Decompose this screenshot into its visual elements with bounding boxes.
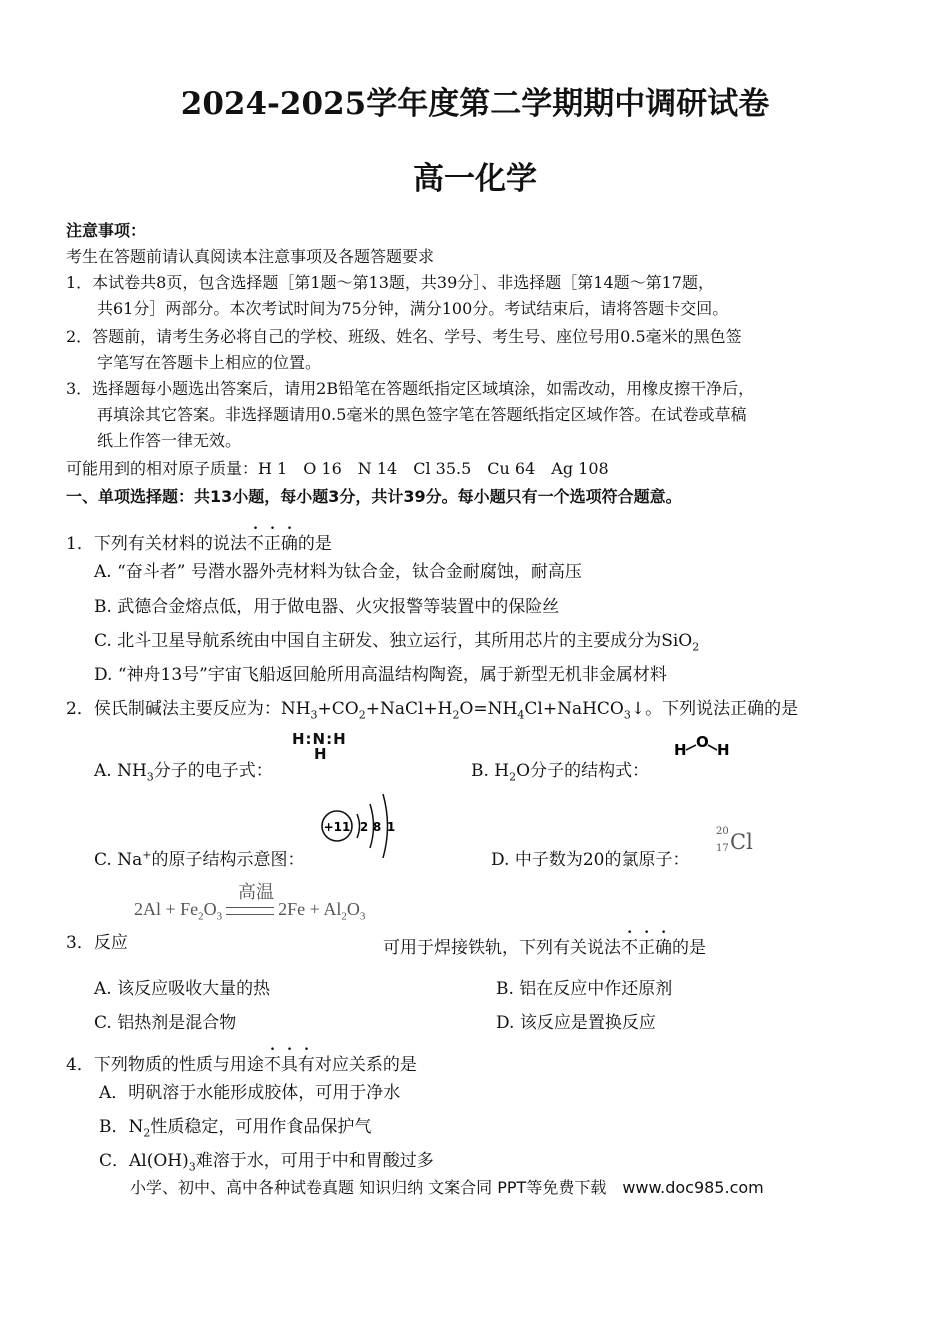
emphasis-text: 不正确 [621,938,672,958]
q4-option-c: C．$Al(OH)_3$难溶于水，可用于中和胃酸过多 [99,1151,434,1174]
emphasis-text: 不具有 [263,1055,315,1075]
nh3-lewis-structure: H:N:H H [292,730,347,763]
notice-item-2-line-1: 2．答题前，请考生务必将自己的学校、班级、姓名、学号、考生号、座位号用0.5毫米的黑色签 [66,327,742,346]
atomic-mass-line: 可能用到的相对原子质量：H 1 O 16 N 14 Cl 35.5 Cu 64 Ag 108 [66,459,609,478]
svg-text:+11: +11 [323,820,351,834]
subject-title: 高一化学 [413,161,537,197]
svg-text:1: 1 [386,820,396,834]
notice-heading: 注意事项： [66,221,147,240]
q4-option-a: A．明矾溶于水能形成胶体，可用于净水 [99,1083,401,1103]
water-structure [672,732,732,762]
svg-text:O: O [696,733,709,751]
question-4-stem: 4．下列物质的性质与用途不具有对应关系的是 [66,1055,417,1075]
svg-text:8: 8 [372,820,382,834]
notice-item-2-line-2: 字笔写在答题卡上相应的位置。 [97,353,322,372]
q1-option-a: A. “奋斗者” 号潜水器外壳材料为钛合金，钛合金耐腐蚀，耐高压 [94,562,582,582]
thermite-equation: $2Al + Fe_2O_3$ $2Fe + Al_2O_3$ [134,899,366,923]
sodium-atom-diagram [318,788,398,858]
emphasis-text: 不正确 [246,534,298,554]
q2-option-d: D. 中子数为20的氯原子： [491,850,690,870]
question-3-stem-prefix: 3．反应 [66,933,128,953]
q3-option-b: B. 铝在反应中作还原剂 [496,979,673,999]
reaction-condition: 高温 [238,882,274,902]
q1-option-d: D. “神舟13号”宇宙飞船返回舱所用高温结构陶瓷，属于新型无机非金属材料 [94,665,667,685]
q3-option-a: A. 该反应吸收大量的热 [94,979,271,999]
notice-item-3-line-2: 再填涂其它答案。非选择题请用0.5毫米的黑色签字笔在答题纸指定区域作答。在试卷或草稿 [97,405,747,424]
q2-option-b: B. $H_2O$分子的结构式： [471,761,650,784]
notice-item-3-line-3: 纸上作答一律无效。 [97,431,242,450]
q1-option-c: C. 北斗卫星导航系统由中国自主研发、独立运行，其所用芯片的主要成分为SiO$_2$ [94,631,700,654]
svg-text:2: 2 [359,820,369,834]
q2-option-c: C. Na+的原子结构示意图： [94,848,305,870]
exam-title: 2024-2025学年度第二学期期中调研试卷 [180,86,770,122]
section-heading: 一、单项选择题：共13小题，每小题3分，共计39分。每小题只有一个选项符合题意。 [66,487,682,506]
q2-option-a: A. $NH_3$分子的电子式： [94,761,273,784]
question-3-stem: 可用于焊接铁轨，下列有关说法不正确的是 [383,938,706,958]
q4-option-b: B．$N_2$性质稳定，可用作食品保护气 [99,1117,372,1140]
notice-item-3-line-1: 3．选择题每小题选出答案后，请用2B铅笔在答题纸指定区域填涂，如需改动，用橡皮擦干净后， [66,379,755,398]
q3-option-d: D. 该反应是置换反应 [496,1013,656,1033]
svg-text:H: H [717,741,730,759]
notice-intro: 考生在答题前请认真阅读本注意事项及各题答题要求 [66,247,435,266]
svg-text:H: H [674,741,687,759]
q3-option-c: C. 铝热剂是混合物 [94,1013,237,1033]
question-2-stem: 2．侯氏制碱法主要反应为：$NH_3+CO_2+NaCl+H_2O=NH_4Cl+NaHCO_3↓$。下列说法正确的是 [66,699,799,722]
question-1-stem: 1．下列有关材料的说法不正确的是 [66,534,332,554]
footer-banner: 小学、初中、高中各种试卷真题 知识归纳 文案合同 PPT等免费下载 www.doc985.com [130,1178,764,1197]
notice-item-1-line-1: 1．本试卷共8页，包含选择题［第1题～第13题，共39分］、非选择题［第14题～第17题， [66,273,714,292]
q1-option-b: B. 武德合金熔点低，用于做电器、火灾报警等装置中的保险丝 [94,597,560,617]
notice-item-1-line-2: 共61分］两部分。本次考试时间为75分钟，满分100分。考试结束后，请将答题卡交回。 [97,299,729,318]
